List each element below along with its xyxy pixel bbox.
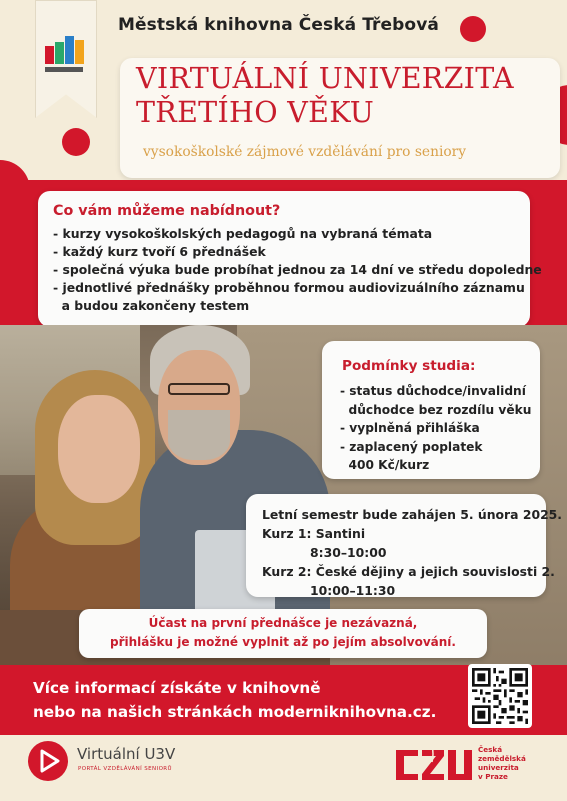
list-item: a budou zakončeny testem — [53, 298, 250, 313]
czu-line: Česká — [478, 745, 503, 754]
u3v-subtitle: PORTÁL VZDĚLÁVÁNÍ SENIORŮ — [78, 766, 172, 772]
notice-line: přihlášku je možné vyplnit až po jejím absolvování. — [110, 635, 456, 649]
more-info-line: Více informací získáte v knihovně — [33, 679, 321, 697]
more-info — [33, 676, 436, 724]
list-item: - zaplacený poplatek — [340, 439, 483, 454]
course-1-time: 8:30–10:00 — [310, 545, 387, 560]
photo-woman-face — [58, 395, 140, 503]
czu-line: univerzita — [478, 763, 519, 772]
semester-info — [262, 505, 562, 600]
list-item: - každý kurz tvoří 6 přednášek — [53, 244, 266, 259]
page-title — [136, 62, 556, 130]
decor-dot — [62, 128, 90, 156]
title-line: VIRTUÁLNÍ UNIVERZITA — [136, 62, 514, 95]
course-2-label: Kurz 2: České dějiny a jejich souvislosti 2. — [262, 564, 555, 579]
list-item: - status důchodce/invalidní — [340, 384, 526, 398]
conditions-heading: Podmínky studia: — [342, 358, 476, 374]
list-item: - kurzy vysokoškolských pedagogů na vybraná témata — [53, 226, 433, 241]
play-glyph — [28, 741, 68, 781]
list-item: - společná výuka bude probíhat jednou za 14 dní ve středu dopoledne — [53, 262, 542, 277]
czu-wheat-logo-icon — [394, 744, 472, 784]
list-item: - vyplněná přihláška — [340, 421, 480, 435]
photo-man-beard — [168, 410, 230, 460]
offer-heading: Co vám můžeme nabídnout? — [53, 203, 281, 219]
czu-line: zemědělská — [478, 754, 526, 763]
logo-base — [45, 67, 83, 72]
list-item: 400 Kč/kurz — [340, 458, 430, 472]
course-2-time: 10:00–11:30 — [310, 583, 396, 598]
czu-line: v Praze — [478, 772, 508, 781]
qr-code-graphic — [472, 668, 528, 724]
title-line: TŘETÍHO VĚKU — [136, 96, 375, 129]
decor-dot — [460, 16, 486, 42]
photo-man-glasses — [168, 383, 230, 395]
qr-code-icon[interactable] — [468, 664, 532, 728]
semester-start: Letní semestr bude zahájen 5. února 2025. — [262, 507, 563, 522]
more-info-line: nebo na našich stránkách moderniknihovna.cz. — [33, 703, 437, 721]
czu-name — [478, 745, 526, 781]
notice-line: Účast na první přednášce je nezávazná, — [148, 616, 418, 630]
u3v-name: Virtuální U3V — [77, 745, 176, 763]
course-1-label: Kurz 1: Santini — [262, 526, 366, 541]
play-circle-icon — [28, 741, 68, 781]
notice-text — [79, 614, 487, 652]
list-item: - jednotlivé přednášky proběhnou formou audiovizuálního záznamu — [53, 280, 525, 295]
page-subtitle: vysokoškolské zájmové vzdělávání pro seniory — [143, 144, 467, 160]
offer-list — [53, 225, 542, 315]
organization-name: Městská knihovna Česká Třebová — [118, 15, 439, 35]
bar-chart-books-icon — [45, 36, 85, 70]
list-item: důchodce bez rozdílu věku — [340, 402, 532, 417]
czu-logo-graphic — [394, 744, 472, 784]
conditions-list — [340, 382, 531, 475]
